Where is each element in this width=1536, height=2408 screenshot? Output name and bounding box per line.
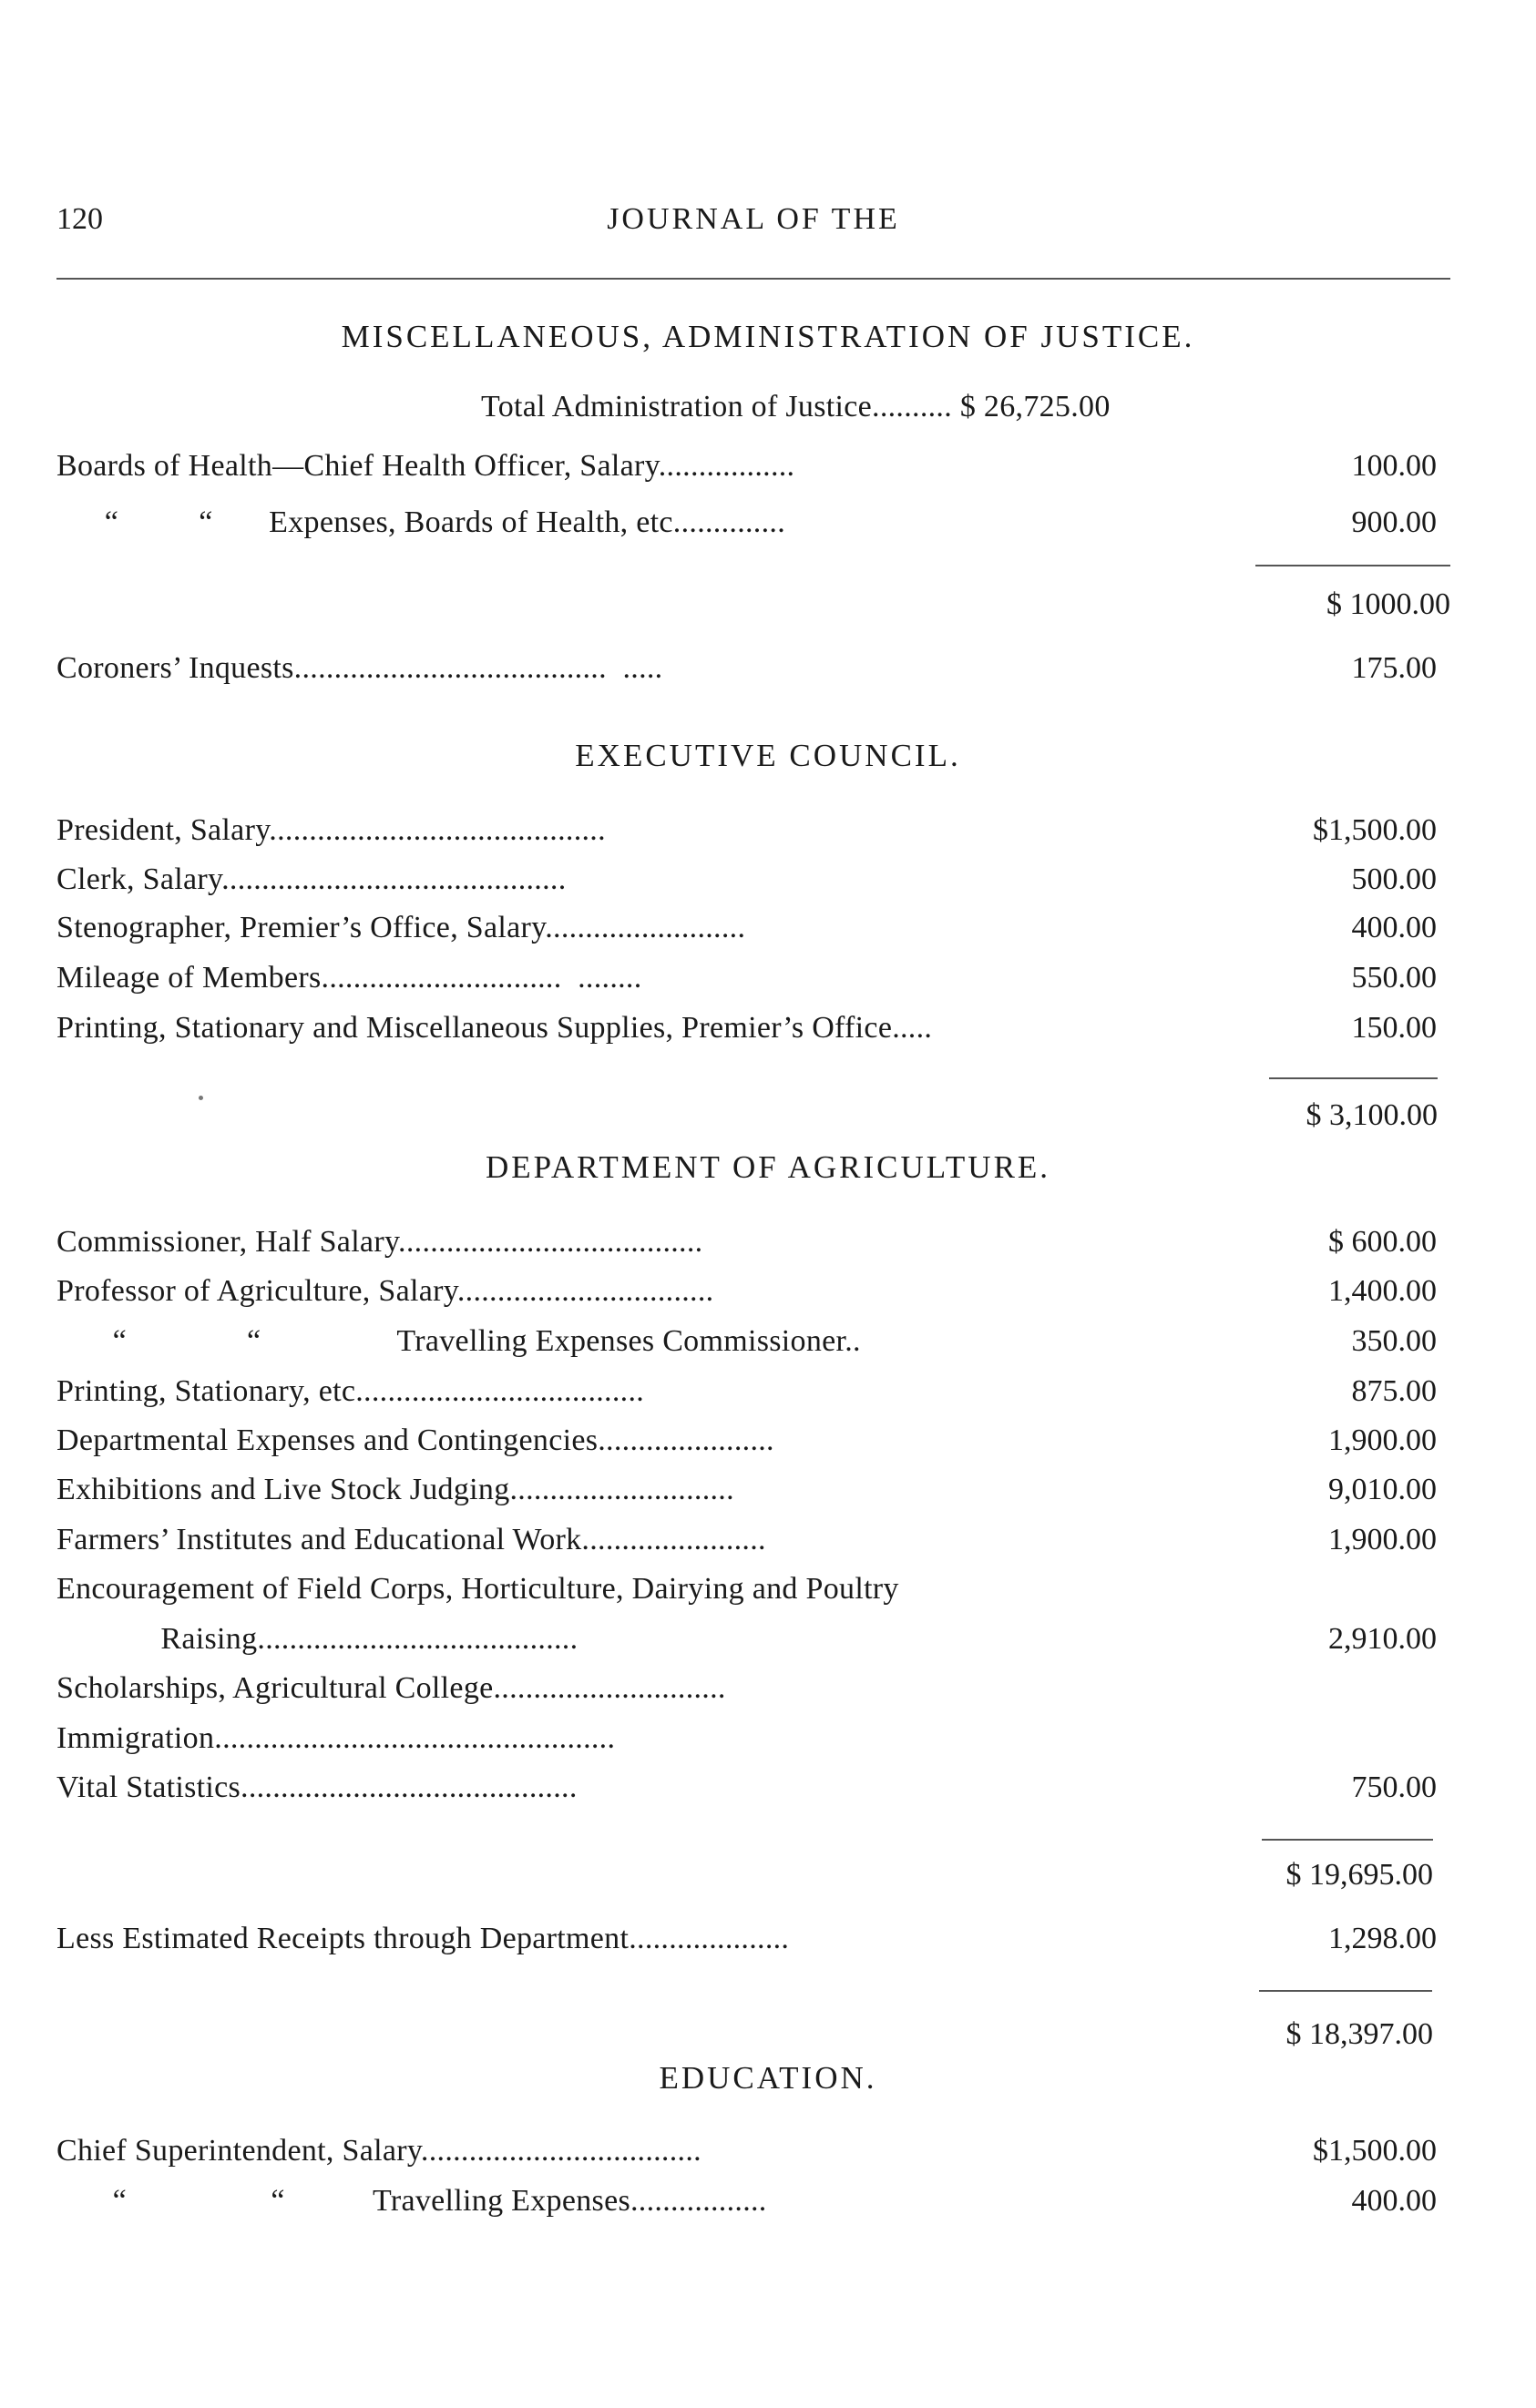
executive-item-row <box>56 961 1437 1003</box>
agriculture-item-row <box>56 1523 1437 1565</box>
item-amount: 400.00 <box>1351 2184 1437 2218</box>
item-label: Vital Statistics.......................................... <box>56 1770 578 1804</box>
item-label: Encouragement of Field Corps, Horticulture, Dairying and Poultry <box>56 1572 899 1606</box>
agriculture-item-row <box>56 1274 1437 1316</box>
print-speck <box>199 1096 203 1100</box>
executive-item-row <box>56 1011 1437 1053</box>
item-amount: 750.00 <box>1351 1770 1437 1804</box>
item-label: Boards of Health—Chief Health Officer, Salary................. <box>56 449 795 483</box>
justice-item-row <box>56 505 1437 547</box>
item-label: Mileage of Members.............................. ........ <box>56 961 642 995</box>
item-label: Scholarships, Agricultural College............................. <box>56 1671 726 1705</box>
agriculture-item-row <box>56 1770 1437 1812</box>
executive-item-row <box>56 911 1437 953</box>
justice-heading: MISCELLANEOUS, ADMINISTRATION OF JUSTICE. <box>341 319 1195 354</box>
item-label: Commissioner, Half Salary...................................... <box>56 1225 703 1259</box>
coroners-row <box>56 651 1437 693</box>
item-label: Clerk, Salary........................................... <box>56 862 567 896</box>
item-amount: 2,910.00 <box>1328 1622 1437 1656</box>
education-item-row <box>56 2184 1437 2226</box>
education-item-row <box>56 2134 1437 2176</box>
running-title: JOURNAL OF THE <box>607 202 900 236</box>
item-amount: 400.00 <box>1351 911 1437 944</box>
agriculture-item-row <box>56 1721 1437 1763</box>
item-amount: $1,500.00 <box>1313 2134 1437 2168</box>
agriculture-item-row <box>56 1225 1437 1267</box>
item-amount: 350.00 <box>1351 1324 1437 1358</box>
item-label: “ “ Travelling Expenses Commissioner.. <box>56 1324 861 1358</box>
sum-rule <box>1255 565 1450 566</box>
sum-rule <box>1269 1077 1438 1079</box>
executive-total: $ 3,100.00 <box>1306 1098 1438 1132</box>
item-label: Stenographer, Premier’s Office, Salary......................... <box>56 911 746 944</box>
item-amount: 900.00 <box>1351 505 1437 539</box>
item-label: Professor of Agriculture, Salary................................ <box>56 1274 714 1308</box>
agriculture-item-row <box>56 1324 1437 1366</box>
item-label: Less Estimated Receipts through Department.................... <box>56 1922 790 1955</box>
item-amount: 500.00 <box>1351 862 1437 896</box>
agriculture-item-row <box>56 1423 1437 1465</box>
page-number: 120 <box>56 202 103 236</box>
item-amount: 875.00 <box>1351 1374 1437 1408</box>
item-label: Departmental Expenses and Contingencies...................... <box>56 1423 774 1457</box>
sum-rule <box>1259 1990 1432 1992</box>
item-amount: $ 600.00 <box>1328 1225 1437 1259</box>
item-label: Printing, Stationary and Miscellaneous Supplies, Premier’s Office..... <box>56 1011 933 1045</box>
item-label: Coroners’ Inquests....................................... ..... <box>56 651 663 685</box>
item-label: Printing, Stationary, etc.................................... <box>56 1374 645 1408</box>
item-label: “ “ Travelling Expenses................. <box>56 2184 767 2218</box>
item-amount: 9,010.00 <box>1328 1473 1437 1506</box>
sum-rule <box>1262 1839 1433 1841</box>
agriculture-item-row <box>56 1671 1437 1713</box>
executive-heading: EXECUTIVE COUNCIL. <box>575 738 961 773</box>
page-header <box>56 202 1450 248</box>
header-rule <box>56 278 1450 280</box>
education-heading: EDUCATION. <box>659 2060 877 2096</box>
item-label: Chief Superintendent, Salary................................... <box>56 2134 701 2168</box>
agriculture-gross-total: $ 19,695.00 <box>1285 1858 1433 1892</box>
justice-total-row <box>481 390 1450 432</box>
item-label: Raising........................................ <box>56 1622 579 1656</box>
item-label: Immigration.................................................. <box>56 1721 616 1755</box>
executive-item-row <box>56 862 1437 904</box>
item-amount: 175.00 <box>1351 651 1437 685</box>
justice-total-line: Total Administration of Justice.......... $ 26,725.00 <box>481 390 1111 423</box>
agriculture-item-row <box>56 1473 1437 1515</box>
item-label: “ “ Expenses, Boards of Health, etc.............. <box>56 505 785 539</box>
agriculture-item-row <box>56 1622 1437 1664</box>
agriculture-item-row <box>56 1572 1437 1614</box>
item-amount: 150.00 <box>1351 1011 1437 1045</box>
agriculture-net-total: $ 18,397.00 <box>1285 2017 1433 2051</box>
item-label: President, Salary.......................................... <box>56 813 606 847</box>
item-amount: 1,298.00 <box>1328 1922 1437 1955</box>
agriculture-item-row <box>56 1374 1437 1416</box>
justice-subtotal: $ 1000.00 <box>1326 587 1450 621</box>
item-amount: 1,400.00 <box>1328 1274 1437 1308</box>
item-amount: 100.00 <box>1351 449 1437 483</box>
item-label: Farmers’ Institutes and Educational Work....................... <box>56 1523 766 1556</box>
item-label: Exhibitions and Live Stock Judging............................ <box>56 1473 734 1506</box>
less-receipts-row <box>56 1922 1437 1964</box>
executive-item-row <box>56 813 1437 855</box>
item-amount: 1,900.00 <box>1328 1523 1437 1556</box>
justice-item-row <box>56 449 1437 491</box>
agriculture-heading: DEPARTMENT OF AGRICULTURE. <box>485 1149 1051 1185</box>
item-amount: 1,900.00 <box>1328 1423 1437 1457</box>
item-amount: $1,500.00 <box>1313 813 1437 847</box>
item-amount: 550.00 <box>1351 961 1437 995</box>
